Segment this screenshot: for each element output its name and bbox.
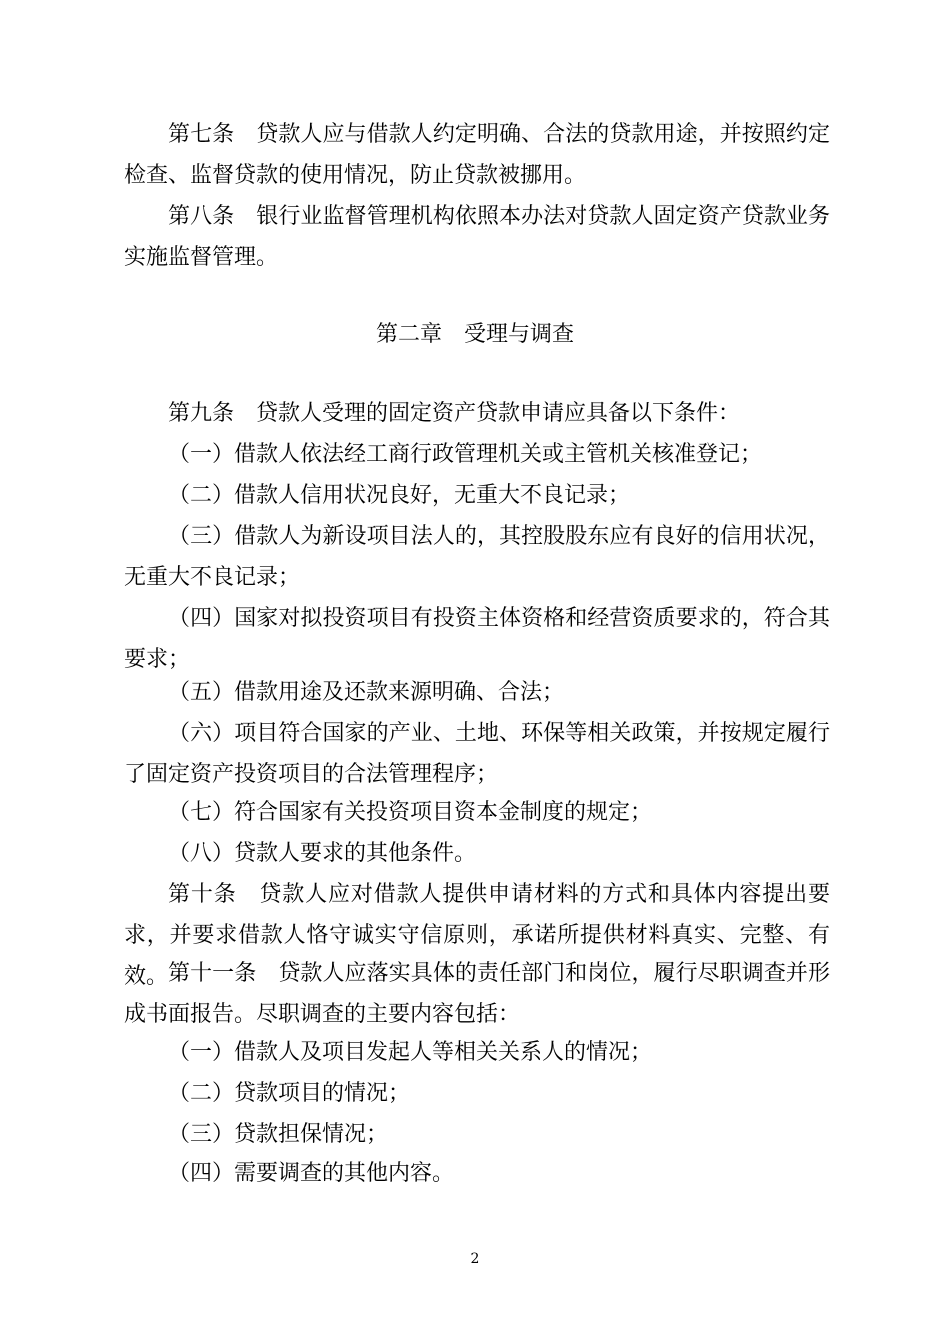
article-9: 第九条 贷款人受理的固定资产贷款申请应具备以下条件： (168, 401, 741, 426)
article-9-item-6: （六）项目符合国家的产业、土地、环保等相关政策，并按规定履行了固定资产投资项目的合法管理程序； (124, 721, 830, 787)
article-11: 第十一条 贷款人应落实具体的责任部门和岗位，履行尽职调查并形成书面报告。尽职调查的主要内容包括： (124, 961, 830, 1027)
article-9-item-2: （二）借款人信用状况良好，无重大不良记录； (168, 483, 631, 508)
article-9-item-7: （七）符合国家有关投资项目资本金制度的规定； (168, 800, 653, 825)
article-11-item-1: （一）借款人及项目发起人等相关关系人的情况； (168, 1040, 653, 1065)
article-8: 第八条 银行业监督管理机构依照本办法对贷款人固定资产贷款业务实施监督管理。 (124, 204, 830, 270)
article-9-item-4: （四）国家对拟投资项目有投资主体资格和经营资质要求的，符合其要求； (124, 606, 830, 672)
article-9-item-3: （三）借款人为新设项目法人的，其控股股东应有良好的信用状况，无重大不良记录； (124, 524, 830, 590)
article-11-item-3: （三）贷款担保情况； (168, 1122, 389, 1147)
article-9-item-5: （五）借款用途及还款来源明确、合法； (168, 680, 565, 705)
article-10: 第十条 贷款人应对借款人提供申请材料的方式和具体内容提出要求，并要求借款人恪守诚实守信原则，承诺所提供材料真实、完整、有效。 (124, 882, 830, 989)
article-11-item-2: （二）贷款项目的情况； (168, 1081, 411, 1106)
page-number: 2 (470, 1251, 480, 1267)
article-11-item-4: （四）需要调查的其他内容。 (168, 1161, 455, 1186)
chapter-heading: 第二章 受理与调查 (375, 322, 574, 347)
article-9-item-8: （八）贷款人要求的其他条件。 (168, 841, 477, 866)
article-7: 第七条 贷款人应与借款人约定明确、合法的贷款用途，并按照约定检查、监督贷款的使用情况，防止贷款被挪用。 (124, 122, 830, 188)
article-9-item-1: （一）借款人依法经工商行政管理机关或主管机关核准登记； (168, 442, 763, 467)
